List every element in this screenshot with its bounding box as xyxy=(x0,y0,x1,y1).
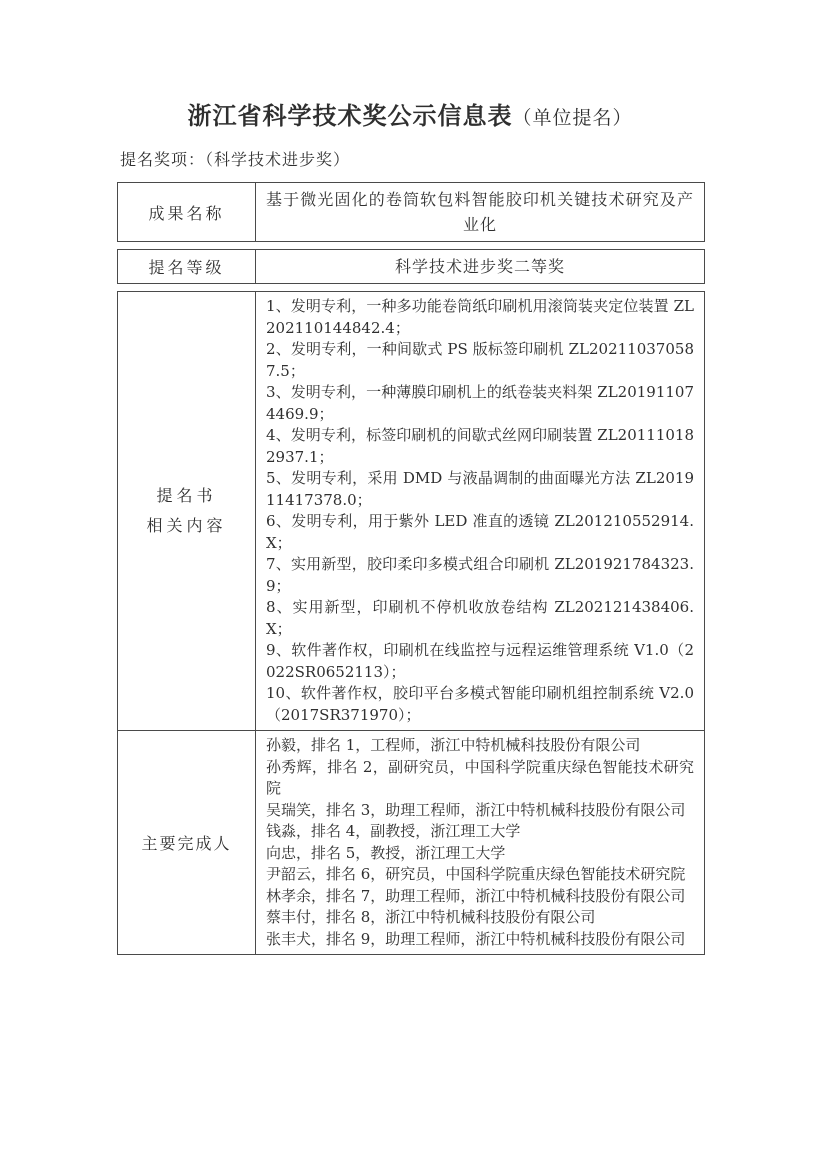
patent-item: 3、发明专利，一种薄膜印刷机上的纸卷装夹料架 ZL201911074469.9； xyxy=(266,383,694,423)
main-completers-label: 主要完成人 xyxy=(118,731,256,954)
patent-item: 2、发明专利，一种间歇式 PS 版标签印刷机 ZL202110370587.5； xyxy=(266,340,694,380)
info-table xyxy=(117,182,705,955)
completer-item: 尹韶云，排名 6，研究员，中国科学院重庆绿色智能技术研究院 xyxy=(266,865,686,883)
nomination-content-label-line2: 相关内容 xyxy=(146,516,227,535)
main-completers-list xyxy=(256,731,704,954)
page-title-note: （单位提名） xyxy=(512,107,633,129)
table-row-nomination-content xyxy=(118,292,704,731)
table-row-group xyxy=(117,291,705,955)
patent-item: 5、发明专利，采用 DMD 与液晶调制的曲面曝光方法 ZL201911417378.0； xyxy=(266,469,694,509)
patent-item: 10、软件著作权，胶印平台多模式智能印刷机组控制系统 V2.0（2017SR371970）； xyxy=(266,684,694,724)
completer-item: 张丰犬，排名 9，助理工程师，浙江中特机械科技股份有限公司 xyxy=(266,929,686,948)
completer-item: 孙秀辉，排名 2，副研究员，中国科学院重庆绿色智能技术研究院 xyxy=(266,757,694,797)
patent-item: 4、发明专利，标签印刷机的间歇式丝网印刷装置 ZL201110182937.1； xyxy=(266,426,694,466)
patent-item: 1、发明专利，一种多功能卷筒纸印刷机用滚筒装夹定位装置 ZL202110144842.4； xyxy=(266,297,694,337)
nomination-award-line: 提名奖项：（科学技术进步奖） xyxy=(120,150,351,169)
completer-item: 孙毅，排名 1，工程师，浙江中特机械科技股份有限公司 xyxy=(266,736,641,754)
patent-item: 9、软件著作权，印刷机在线监控与远程运维管理系统 V1.0（2022SR0652113）； xyxy=(266,641,694,681)
patent-item: 8、实用新型，印刷机不停机收放卷结构 ZL202121438406.X； xyxy=(266,598,694,638)
completer-item: 向忠，排名 5，教授，浙江理工大学 xyxy=(266,843,506,862)
completer-item: 钱淼，排名 4，副教授，浙江理工大学 xyxy=(266,822,521,840)
nomination-grade-label: 提名等级 xyxy=(118,250,256,283)
row-gap xyxy=(117,284,705,291)
row-gap xyxy=(117,242,705,249)
completer-item: 蔡丰付，排名 8，浙江中特机械科技股份有限公司 xyxy=(266,908,596,926)
nomination-content-label-line1: 提名书 xyxy=(156,486,217,505)
page-title: 浙江省科学技术奖公示信息表 xyxy=(187,101,513,130)
nomination-content-label xyxy=(118,292,256,730)
patent-item: 6、发明专利，用于紫外 LED 准直的透镜 ZL201210552914.X； xyxy=(266,512,694,552)
page-title-line xyxy=(0,96,820,131)
completer-item: 林孝余，排名 7，助理工程师，浙江中特机械科技股份有限公司 xyxy=(266,886,686,905)
table-row-main-completers xyxy=(118,731,704,954)
table-row-result-name xyxy=(117,182,705,242)
result-name-label: 成果名称 xyxy=(118,183,256,241)
patent-item: 7、实用新型，胶印柔印多模式组合印刷机 ZL201921784323.9； xyxy=(266,555,694,595)
nomination-content-list xyxy=(256,292,704,730)
result-name-value: 基于微光固化的卷筒软包料智能胶印机关键技术研究及产业化 xyxy=(266,190,694,234)
table-row-nomination-grade xyxy=(117,249,705,284)
nomination-grade-value: 科学技术进步奖二等奖 xyxy=(394,256,565,276)
completer-item: 吴瑞笑，排名 3，助理工程师，浙江中特机械科技股份有限公司 xyxy=(266,800,686,819)
